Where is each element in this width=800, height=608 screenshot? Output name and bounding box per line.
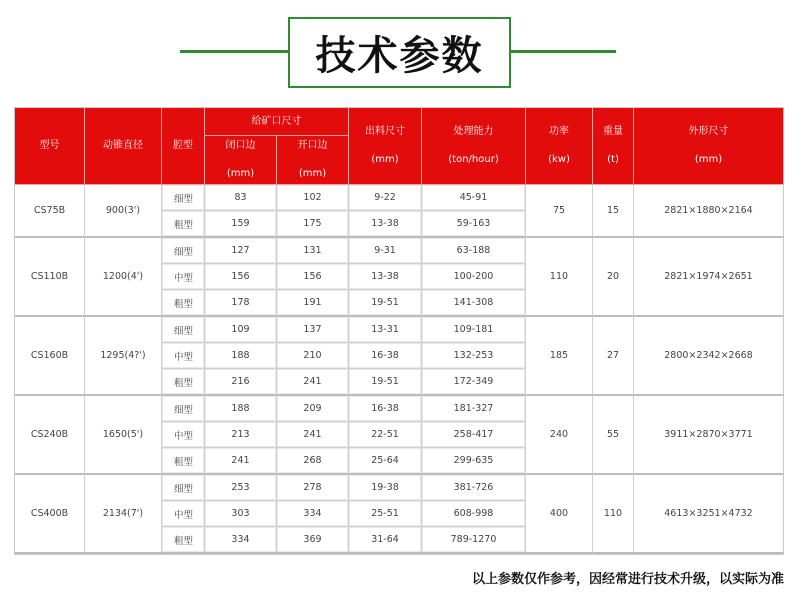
- header-discharge: 出料尺寸 (mm): [349, 108, 422, 185]
- cavity-cell: 细型: [162, 317, 205, 343]
- weight-cell: 20: [593, 238, 634, 317]
- dimensions-cell: 4613×3251×4732: [634, 475, 783, 554]
- capacity-cell: 109-181: [422, 317, 526, 343]
- header-capacity: 处理能力 (ton/hour): [422, 108, 526, 185]
- capacity-cell: 608-998: [422, 501, 526, 527]
- cavity-cell: 粗型: [162, 211, 205, 238]
- discharge-cell: 19-51: [349, 290, 422, 317]
- model-cell: CS110B: [15, 238, 85, 317]
- capacity-cell: 381-726: [422, 475, 526, 501]
- capacity-cell: 181-327: [422, 396, 526, 422]
- open-side-cell: 268: [277, 448, 349, 475]
- closed-side-cell: 303: [205, 501, 277, 527]
- weight-cell: 110: [593, 475, 634, 554]
- table-row: [15, 396, 783, 422]
- header-cavity: 腔型: [162, 108, 205, 185]
- capacity-cell: 59-163: [422, 211, 526, 238]
- closed-side-cell: 127: [205, 238, 277, 264]
- header-power: 功率 (kw): [526, 108, 593, 185]
- discharge-cell: 19-38: [349, 475, 422, 501]
- closed-side-cell: 188: [205, 396, 277, 422]
- closed-side-cell: 178: [205, 290, 277, 317]
- header-model: 型号: [15, 108, 85, 185]
- open-side-cell: 131: [277, 238, 349, 264]
- closed-side-cell: 241: [205, 448, 277, 475]
- table-row: [15, 238, 783, 264]
- power-cell: 400: [526, 475, 593, 554]
- cavity-cell: 细型: [162, 475, 205, 501]
- discharge-cell: 25-64: [349, 448, 422, 475]
- capacity-cell: 258-417: [422, 422, 526, 448]
- discharge-cell: 16-38: [349, 343, 422, 369]
- open-side-cell: 156: [277, 264, 349, 290]
- discharge-cell: 13-38: [349, 264, 422, 290]
- dimensions-cell: 3911×2870×3771: [634, 396, 783, 475]
- header-cone-diameter: 动锥直径: [85, 108, 162, 185]
- discharge-cell: 25-51: [349, 501, 422, 527]
- closed-side-cell: 156: [205, 264, 277, 290]
- diameter-cell: 2134(7'): [85, 475, 162, 554]
- open-side-cell: 191: [277, 290, 349, 317]
- open-side-cell: 137: [277, 317, 349, 343]
- discharge-cell: 31-64: [349, 527, 422, 554]
- cavity-cell: 粗型: [162, 369, 205, 396]
- weight-cell: 27: [593, 317, 634, 396]
- closed-side-cell: 334: [205, 527, 277, 554]
- closed-side-cell: 109: [205, 317, 277, 343]
- header-open-side: 开口边 (mm): [277, 136, 349, 185]
- diameter-cell: 1650(5'): [85, 396, 162, 475]
- open-side-cell: 278: [277, 475, 349, 501]
- cavity-cell: 中型: [162, 264, 205, 290]
- discharge-cell: 19-51: [349, 369, 422, 396]
- open-side-cell: 369: [277, 527, 349, 554]
- power-cell: 185: [526, 317, 593, 396]
- cavity-cell: 粗型: [162, 290, 205, 317]
- header-closed-side: 闭口边 (mm): [205, 136, 277, 185]
- cavity-cell: 细型: [162, 185, 205, 211]
- cavity-cell: 粗型: [162, 448, 205, 475]
- discharge-cell: 22-51: [349, 422, 422, 448]
- closed-side-cell: 216: [205, 369, 277, 396]
- open-side-cell: 102: [277, 185, 349, 211]
- capacity-cell: 789-1270: [422, 527, 526, 554]
- open-side-cell: 175: [277, 211, 349, 238]
- page-title: 技术参数: [288, 17, 511, 88]
- discharge-cell: 9-22: [349, 185, 422, 211]
- header-dimensions: 外形尺寸 (mm): [634, 108, 783, 185]
- power-cell: 110: [526, 238, 593, 317]
- title-line-left: [180, 50, 288, 53]
- footnote: 以上参数仅作参考，因经常进行技术升级，以实际为准: [471, 572, 784, 587]
- dimensions-cell: 2800×2342×2668: [634, 317, 783, 396]
- capacity-cell: 141-308: [422, 290, 526, 317]
- discharge-cell: 16-38: [349, 396, 422, 422]
- diameter-cell: 900(3'): [85, 185, 162, 238]
- header-weight: 重量 (t): [593, 108, 634, 185]
- header-feed-opening: 给矿口尺寸: [205, 108, 349, 136]
- open-side-cell: 241: [277, 369, 349, 396]
- model-cell: CS240B: [15, 396, 85, 475]
- cavity-cell: 中型: [162, 501, 205, 527]
- dimensions-cell: 2821×1880×2164: [634, 185, 783, 238]
- capacity-cell: 172-349: [422, 369, 526, 396]
- table-row: [15, 185, 783, 211]
- dimensions-cell: 2821×1974×2651: [634, 238, 783, 317]
- model-cell: CS400B: [15, 475, 85, 554]
- capacity-cell: 100-200: [422, 264, 526, 290]
- cavity-cell: 中型: [162, 422, 205, 448]
- title-line-right: [511, 50, 616, 53]
- model-cell: CS75B: [15, 185, 85, 238]
- cavity-cell: 中型: [162, 343, 205, 369]
- closed-side-cell: 83: [205, 185, 277, 211]
- spec-table: [14, 107, 784, 555]
- discharge-cell: 13-31: [349, 317, 422, 343]
- weight-cell: 15: [593, 185, 634, 238]
- open-side-cell: 241: [277, 422, 349, 448]
- model-cell: CS160B: [15, 317, 85, 396]
- closed-side-cell: 213: [205, 422, 277, 448]
- power-cell: 75: [526, 185, 593, 238]
- cavity-cell: 细型: [162, 396, 205, 422]
- capacity-cell: 63-188: [422, 238, 526, 264]
- discharge-cell: 13-38: [349, 211, 422, 238]
- capacity-cell: 299-635: [422, 448, 526, 475]
- diameter-cell: 1200(4'): [85, 238, 162, 317]
- closed-side-cell: 159: [205, 211, 277, 238]
- capacity-cell: 132-253: [422, 343, 526, 369]
- diameter-cell: 1295(4?'): [85, 317, 162, 396]
- capacity-cell: 45-91: [422, 185, 526, 211]
- closed-side-cell: 253: [205, 475, 277, 501]
- power-cell: 240: [526, 396, 593, 475]
- open-side-cell: 334: [277, 501, 349, 527]
- cavity-cell: 细型: [162, 238, 205, 264]
- table-row: [15, 317, 783, 343]
- cavity-cell: 粗型: [162, 527, 205, 554]
- closed-side-cell: 188: [205, 343, 277, 369]
- open-side-cell: 210: [277, 343, 349, 369]
- spec-table-body: [15, 185, 783, 554]
- discharge-cell: 9-31: [349, 238, 422, 264]
- open-side-cell: 209: [277, 396, 349, 422]
- table-row: [15, 475, 783, 501]
- weight-cell: 55: [593, 396, 634, 475]
